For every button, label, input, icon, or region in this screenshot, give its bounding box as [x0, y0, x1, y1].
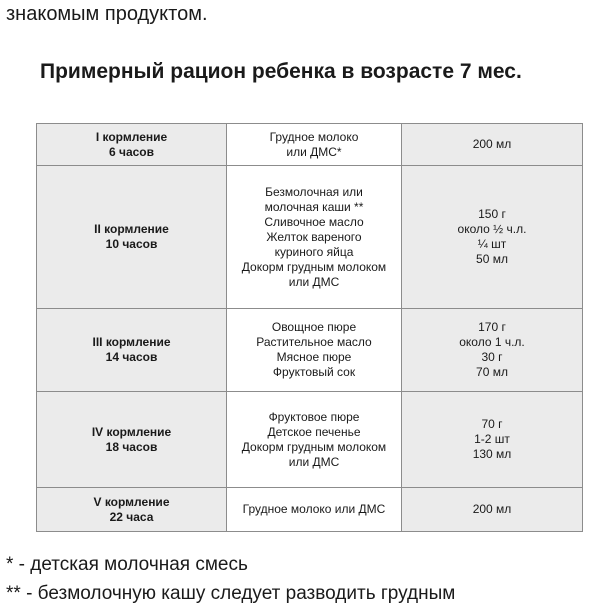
food-item: Фруктовое пюре [268, 409, 360, 424]
food-item: Грудное молоко или ДМС [242, 502, 386, 516]
food-item: Растительное масло [256, 335, 372, 349]
amount-value: 130 мл [472, 447, 512, 461]
food-item: Безмолочная или [265, 184, 363, 199]
food-items-cell [227, 124, 402, 166]
amount-value: около ½ ч.л. [457, 222, 527, 236]
amount-value: 170 г [478, 320, 506, 334]
food-item: или ДМС [288, 274, 340, 289]
food-item: молочная каши ** [264, 199, 364, 214]
feeding-label: IV кормление [91, 424, 172, 439]
page-title: Примерный рацион ребенка в возрасте 7 мес. [40, 60, 522, 83]
amount-value: 30 г [481, 350, 503, 364]
food-item: Докорм грудным молоком [241, 259, 387, 274]
feeding-cell [37, 166, 227, 309]
amounts-cell [402, 392, 583, 488]
footnote-formula: * - детская молочная смесь [6, 554, 248, 575]
food-item: Докорм грудным молоком [241, 439, 387, 454]
amount-value: 70 мл [476, 365, 508, 379]
feeding-time: 14 часов [105, 350, 158, 364]
feeding-label: II кормление [94, 222, 169, 236]
food-item: Детское печенье [267, 424, 361, 439]
food-items-cell [227, 488, 402, 532]
food-item: Сливочное масло [264, 214, 364, 229]
amount-value: 150 г [478, 207, 506, 221]
amount-value: 200 мл [472, 502, 512, 516]
food-items-cell [227, 166, 402, 309]
food-item: Фруктовый сок [272, 365, 356, 379]
amounts-cell [402, 488, 583, 532]
food-item: или ДМС* [286, 144, 342, 159]
feeding-label: I кормление [95, 129, 168, 144]
feeding-time: 6 часов [108, 144, 155, 159]
amounts-cell [402, 124, 583, 166]
amounts-cell [402, 166, 583, 309]
ration-table [36, 123, 583, 532]
amounts-cell [402, 309, 583, 392]
amount-value: около 1 ч.л. [459, 335, 525, 349]
feeding-cell [37, 392, 227, 488]
food-item: или ДМС [288, 454, 340, 469]
table-row [37, 309, 583, 392]
food-item: Грудное молоко [269, 129, 359, 144]
food-item: Желток вареного [266, 229, 362, 244]
table-row [37, 392, 583, 488]
footnote-porridge: ** - безмолочную кашу следует разводить грудным [6, 583, 456, 604]
food-items-cell [227, 309, 402, 392]
food-item: куриного яйца [274, 244, 354, 259]
table-row [37, 124, 583, 166]
feeding-time: 18 часов [105, 439, 158, 454]
amount-value: 200 мл [472, 137, 512, 151]
intro-text: знакомым продуктом. [6, 3, 208, 25]
feeding-cell [37, 124, 227, 166]
table-row [37, 166, 583, 309]
amount-value: 1-2 шт [474, 432, 510, 446]
food-item: Овощное пюре [271, 320, 357, 334]
feeding-label: III кормление [92, 335, 171, 349]
amount-value: 70 г [481, 417, 503, 431]
food-items-cell [227, 392, 402, 488]
amount-value: 50 мл [476, 252, 508, 266]
food-item: Мясное пюре [276, 350, 352, 364]
feeding-time: 10 часов [105, 237, 158, 251]
ration-table-body [37, 124, 583, 532]
amount-value: ¼ шт [477, 237, 507, 251]
feeding-label: V кормление [93, 494, 170, 509]
table-row [37, 488, 583, 532]
feeding-cell [37, 488, 227, 532]
feeding-cell [37, 309, 227, 392]
feeding-time: 22 часа [109, 509, 154, 524]
